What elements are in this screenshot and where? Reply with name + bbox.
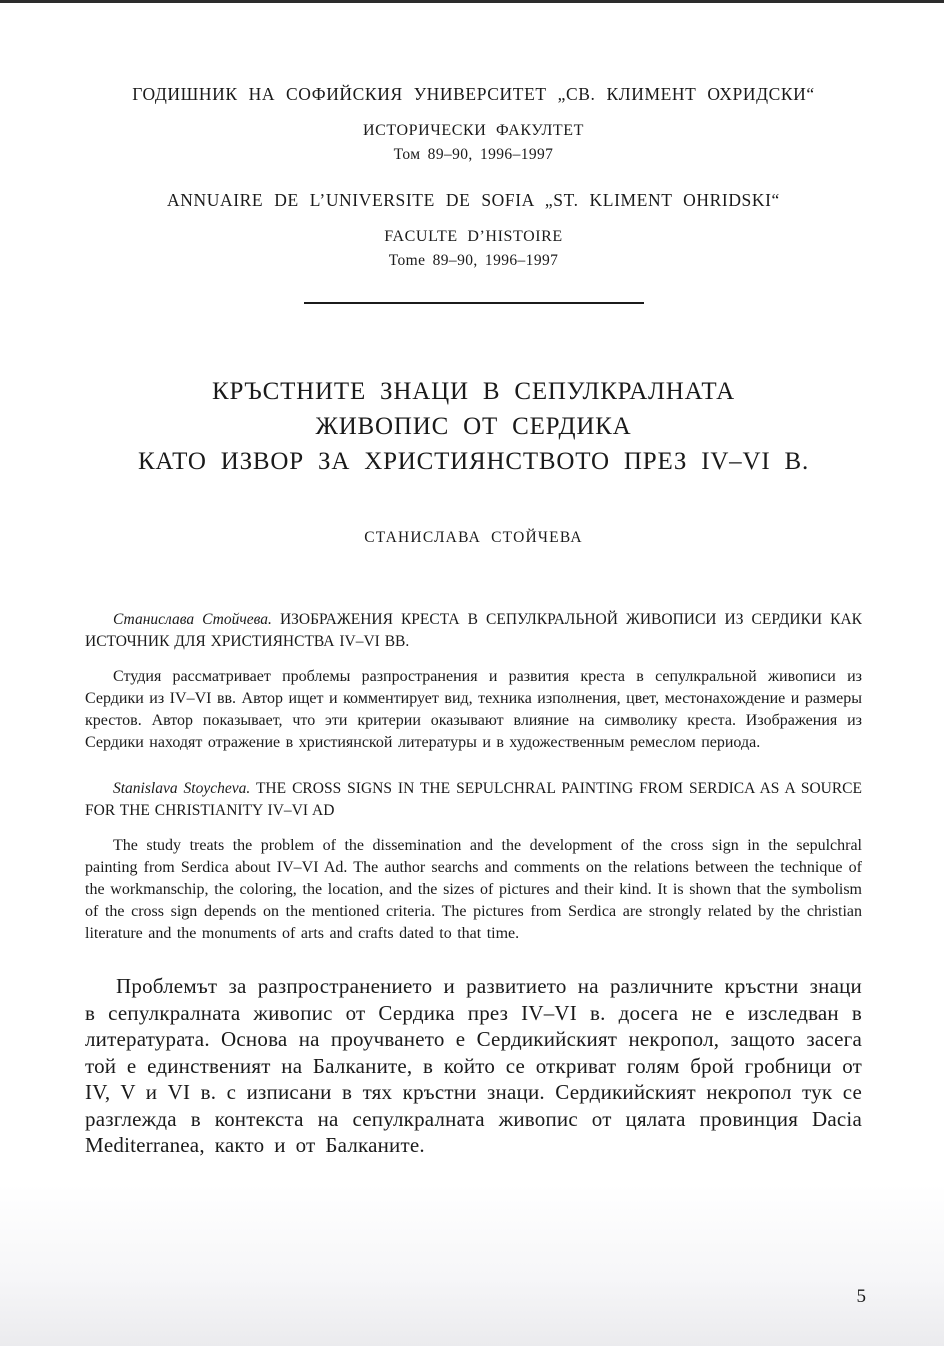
article-title <box>85 374 862 479</box>
faculty-name-bulgarian: ИСТОРИЧЕСКИ ФАКУЛТЕТ <box>362 122 585 139</box>
journal-masthead <box>85 84 862 270</box>
body-paragraph: Проблемът за разпространението и развитието на различните кръстни знаци в сепулкралната живопис от Сердика през IV–VI в. досега не е изследван в литературата. Основа на проучването е Сердикийският некропол, защото засега той е единственият на Балканите, в който се откриват голям брой гробници от IV, V и VI в. с изписани в тях кръстни знаци. Сердикийският некропол тук се разглежда в контекста на сепулкралната живопис от цялата провинция Dacia Mediterranea, както и от Балканите. <box>85 974 862 1157</box>
journal-title-french: ANNUAIRE DE L’UNIVERSITE DE SOFIA „ST. KLIMENT OHRIDSKI“ <box>167 190 780 210</box>
abstract-heading-russian <box>85 609 862 653</box>
volume-year-bulgarian: Том 89–90, 1996–1997 <box>393 146 554 163</box>
abstract-body-russian: Студия рассматривает проблемы разпространения и развития креста в сепулкральной живописи из Сердики из IV–VI вв. Автор ищет и комментирует вид, техника изполнения, цвет, местонахождение и размеры крестов. Автор показывает, что эти критерии оказывают влияние на символику креста. Изображения из Сердики находят отражение в християнской литературы и в художественным ремеслом периода. <box>85 668 862 751</box>
author-name: СТАНИСЛАВА СТОЙЧЕВА <box>364 529 583 546</box>
faculty-name-french: FACULTE D’HISTOIRE <box>384 228 563 245</box>
article-title-line-2: ЖИВОПИС ОТ СЕРДИКА <box>315 413 632 440</box>
volume-year-french: Tome 89–90, 1996–1997 <box>388 252 559 269</box>
divider-rule <box>304 302 644 304</box>
abstract-english <box>85 778 862 945</box>
abstract-heading-english <box>85 778 862 822</box>
journal-title-bulgarian: ГОДИШНИК НА СОФИЙСКИЯ УНИВЕРСИТЕТ „СВ. КЛИМЕНТ ОХРИДСКИ“ <box>132 84 815 104</box>
abstract-title-russian: ИЗОБРАЖЕНИЯ КРЕСТА В СЕПУЛКРАЛЬНОЙ ЖИВОПИСИ ИЗ СЕРДИКИ КАК ИСТОЧНИК ДЛЯ ХРИСТИЯНСТВА IV–VI ВВ. <box>85 611 863 650</box>
article-title-line-1: КРЪСТНИТЕ ЗНАЦИ В СЕПУЛКРАЛНАТА <box>211 378 735 405</box>
scan-edge-top <box>0 0 944 3</box>
page-content <box>0 84 944 1159</box>
article-title-line-3: КАТО ИЗВОР ЗА ХРИСТИЯНСТВОТО ПРЕЗ IV–VI В. <box>137 448 810 475</box>
page-number: 5 <box>856 1286 866 1307</box>
abstract-russian <box>85 609 862 754</box>
abstract-author-english: Stanislava Stoycheva. <box>113 780 251 797</box>
abstract-author-russian: Станислава Стойчева. <box>113 611 272 628</box>
abstract-title-english: THE CROSS SIGNS IN THE SEPULCHRAL PAINTING FROM SERDICA AS A SOURCE FOR THE CHRISTIANITY IV–VI AD <box>85 780 862 819</box>
abstract-body-english: The study treats the problem of the dissemination and the development of the cross sign in the sepulchral painting from Serdica about IV–VI Ad. The author searchs and comments on the relations between the technique of the workmanschip, the coloring, the location, and the sizes of pictures and their kind. It is shown that the symbolism of the cross sign depends on the mentioned criteria. The pictures from Serdica are strongly related by the christian literature and the monuments of arts and crafts dated to that time. <box>85 837 862 942</box>
